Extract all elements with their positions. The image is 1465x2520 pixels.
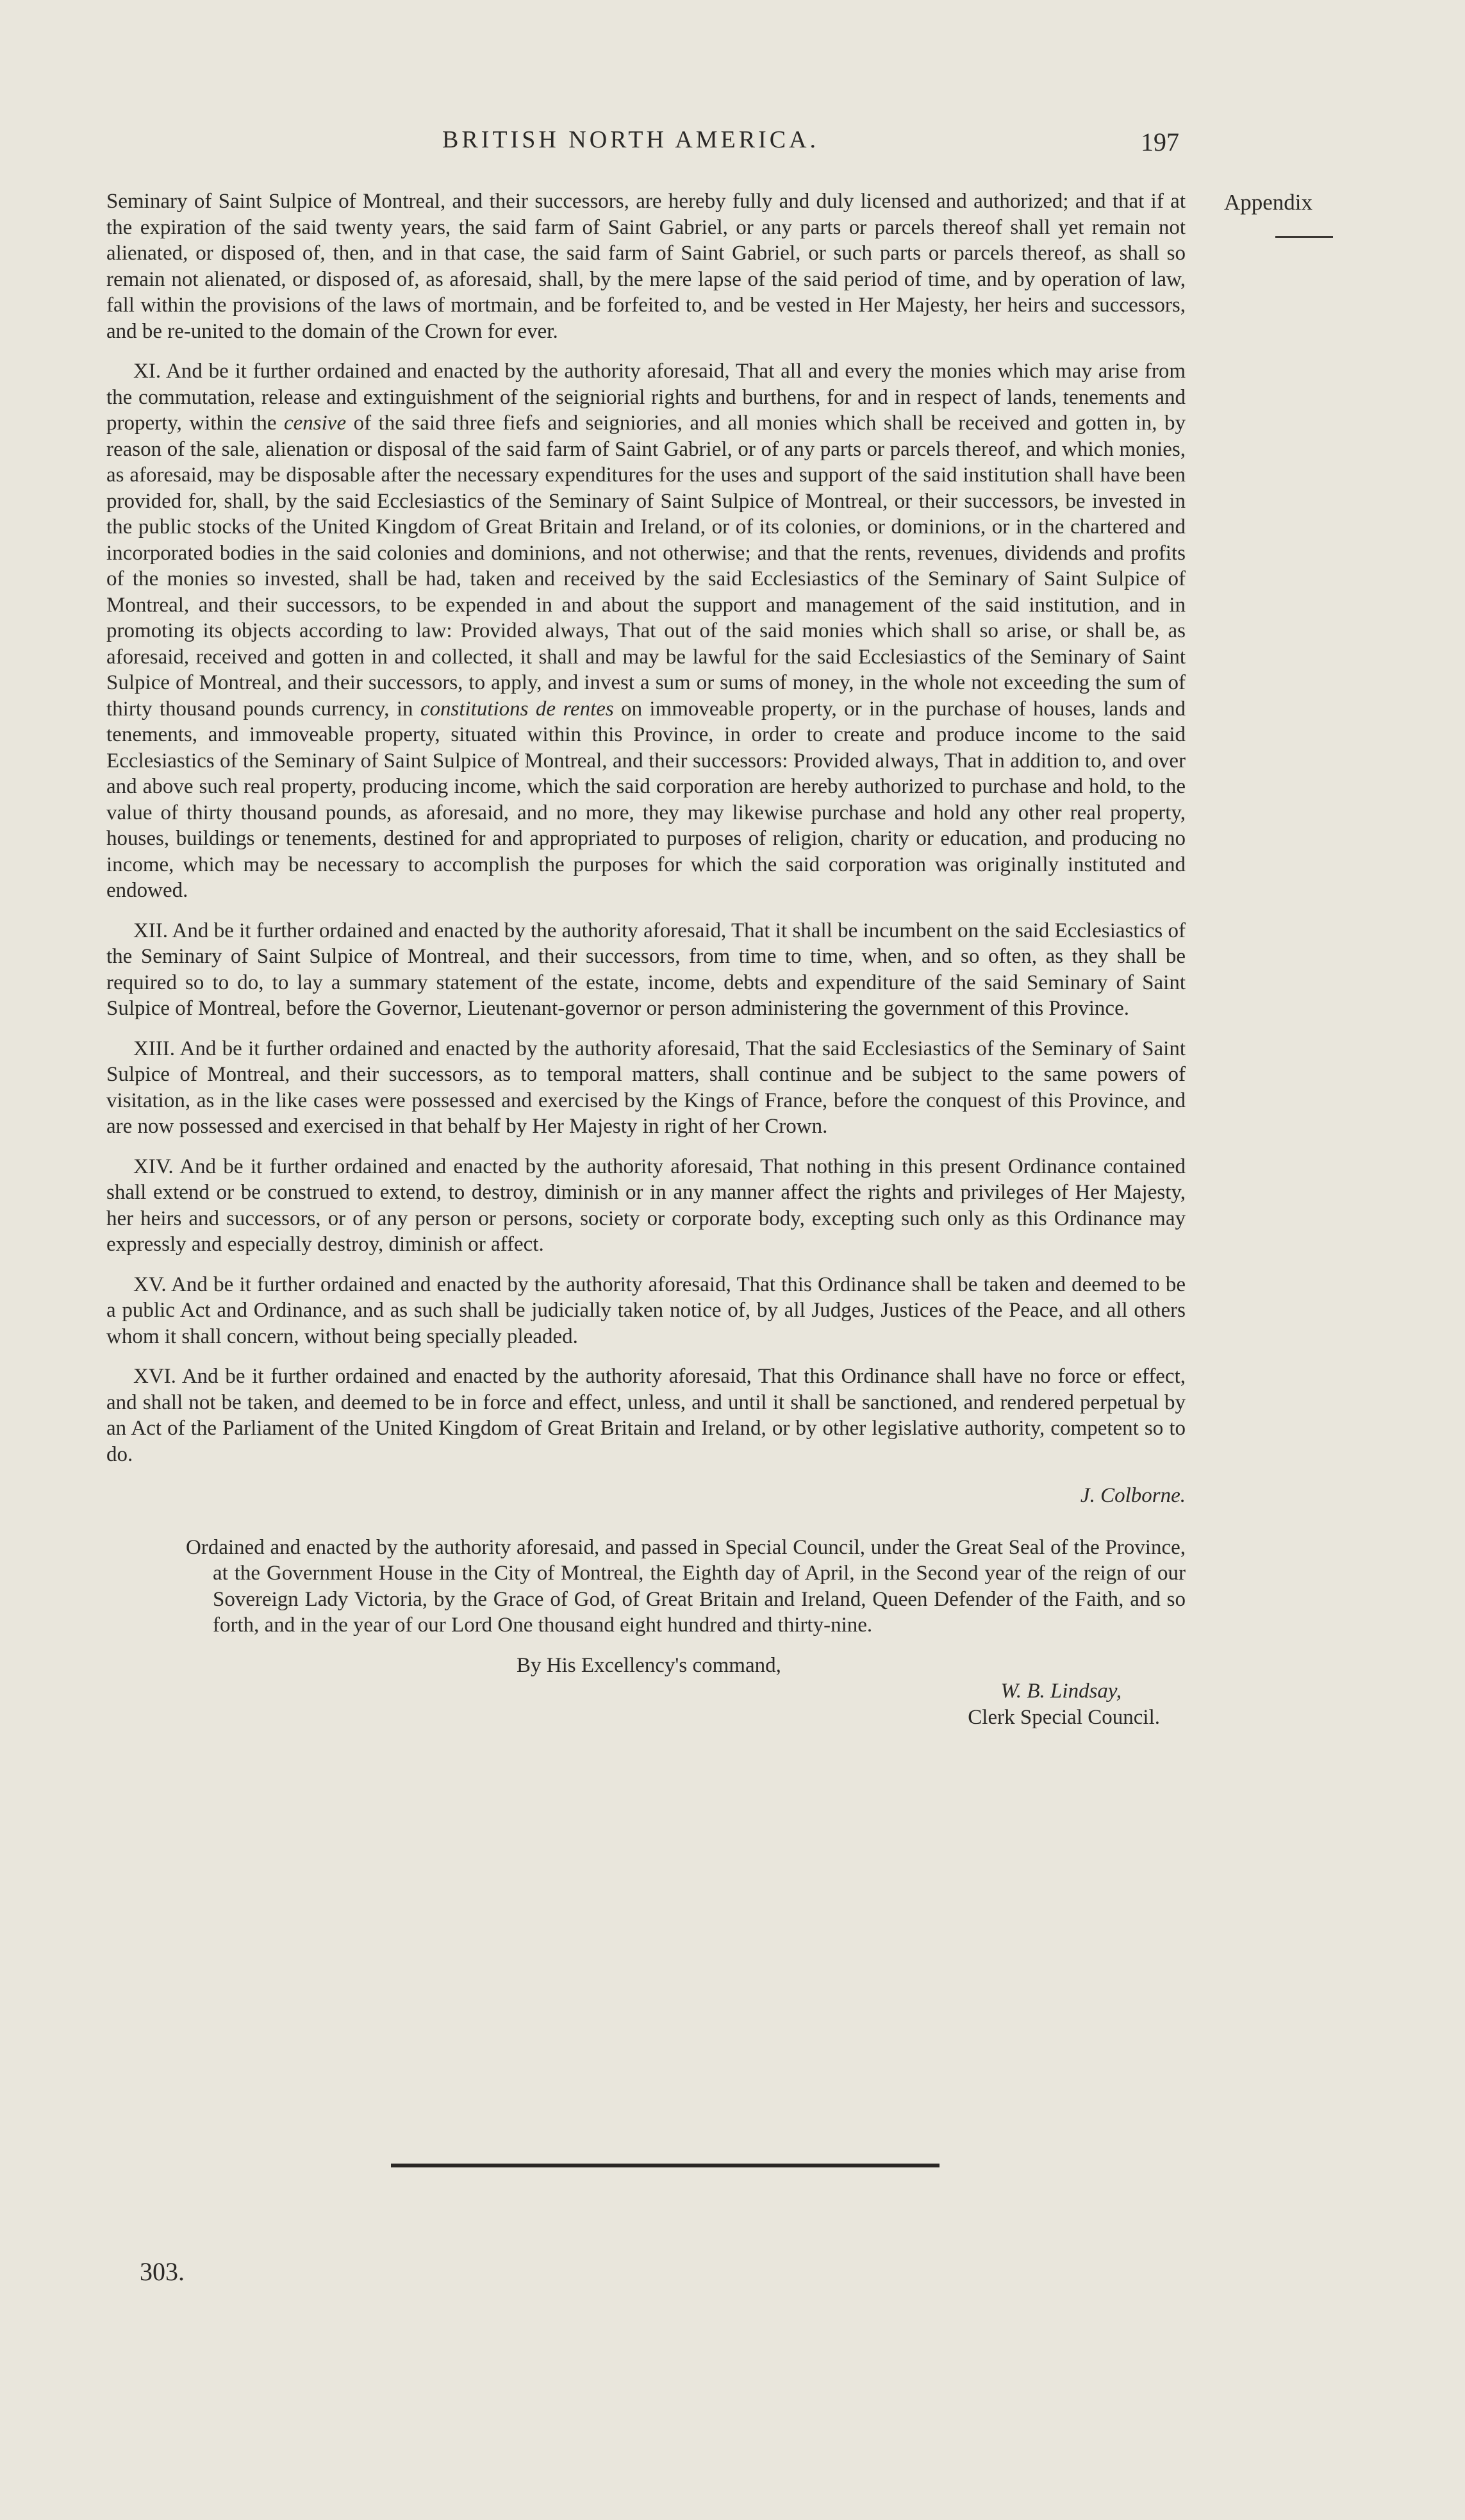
section-xiv: XIV. And be it further ordained and enacted by the authority aforesaid, That nothing in this present Ordinance contained shall extend or be construed to extend, to destroy, diminish or in any manner affect the rights and privileges of Her Majesty, her heirs and successors, or of any person or persons, society or corporate body, excepting such only as this Ordinance may expressly and especially destroy, diminish or affect. bbox=[106, 1155, 1186, 1256]
section-xi-part-c: on immoveable property, or in the purchase of houses, lands and tenements, and immoveable property, situated within this Province, in order to create and produce income to the said Ecclesiastics of the Seminary of Saint Sulpice of Montreal, and their successors: Provided always, That in addition to, and over and above such real property, producing income, which the said corporation are hereby authorized to purchase and hold, to the value of thirty thousand pounds, as aforesaid, and no more, they may likewise purchase and hold any other real property, houses, buildings or tenements, destined for and appropriated to purposes of religion, charity or education, and producing no income, which may be necessary to accomplish the purposes for which the said corporation was originally instituted and endowed. bbox=[106, 697, 1186, 902]
term-censive: censive bbox=[284, 412, 347, 435]
council-enactment: Ordained and enacted by the authority aforesaid, and passed in Special Council, under the Great Seal of the Province, at the Government House in the City of Montreal, the Eighth day of April, in the Second year of the reign of our Sovereign Lady Victoria, by the Grace of God, of Great Britain and Ireland, Queen Defender of the Faith, and so forth, and in the year of our Lord One thousand eight hundred and thirty-nine. bbox=[186, 1535, 1186, 1637]
clerk-name: W. B. Lindsay, bbox=[1000, 1680, 1122, 1703]
clerk-signature-block bbox=[106, 1678, 1186, 1730]
margin-note-appendix: Appendix bbox=[1224, 190, 1313, 215]
margin-rule bbox=[1275, 236, 1333, 238]
section-xv: XV. And be it further ordained and enacted by the authority aforesaid, That this Ordinance shall be taken and deemed to be a public Act and Ordinance, and as such shall be judicially taken notice of, by all Judges, Justices of the Peace, and all others whom it shall concern, without being specially pleaded. bbox=[106, 1273, 1186, 1348]
section-xi bbox=[106, 358, 1186, 904]
page-number: 197 bbox=[1141, 128, 1179, 156]
term-constitutions-de-rentes: constitutions de rentes bbox=[420, 697, 614, 721]
section-xiii: XIII. And be it further ordained and enacted by the authority aforesaid, That the said Ecclesiastics of the Seminary of Saint Sulpice of Montreal, and their successors, as to temporal matters, shall continue and be subject to the same powers of visitation, as in the like cases were possessed and exercised by the Kings of France, before the conquest of this Province, and are now possessed and exercised in that behalf by Her Majesty in right of her Crown. bbox=[106, 1037, 1186, 1138]
sheet-number: 303. bbox=[140, 2257, 185, 2286]
section-xi-part-b: of the said three fiefs and seigniories, and all monies which shall be received and gotten in, by reason of the sale, alienation or disposal of the said farm of Saint Gabriel, or of any parts or parcels thereof, and which monies, as aforesaid, may be disposable after the necessary expenditures for the uses and support of the said institution shall have been provided for, shall, by the said Ecclesiastics of the Seminary of Saint Sulpice of Montreal, or their successors, be invested in the public stocks of the United Kingdom of Great Britain and Ireland, or of its colonies, or dominions, or in the chartered and incorporated bodies in the said colonies and dominions, and not otherwise; and that the rents, revenues, dividends and profits of the monies so invested, shall be had, taken and received by the said Ecclesiastics of the Seminary of Saint Sulpice of Montreal, and their successors, to be expended in and about the support and management of the said institution, and in promoting its objects according to law: Provided always, That out of the said monies which shall so arise, or shall be, as aforesaid, received and gotten in and collected, it shall and may be lawful for the said Ecclesiastics of the Seminary of Saint Sulpice of Montreal, and their successors, to apply, and invest a sum or sums of money, in the whole not exceeding the sum of thirty thousand pounds currency, in bbox=[106, 412, 1186, 721]
clerk-title: Clerk Special Council. bbox=[968, 1705, 1160, 1729]
closing-rule bbox=[391, 2164, 939, 2167]
section-xi-part-a: XI. And be it further ordained and enacted by the authority aforesaid, That all and every the monies which may arise from the commutation, release and extinguishment of the seigniorial rights and burthens, for and in respect of lands, tenements and property, within the bbox=[106, 360, 1186, 435]
running-head: BRITISH NORTH AMERICA. bbox=[442, 126, 820, 153]
governor-signature: J. Colborne. bbox=[1080, 1484, 1186, 1507]
body-text bbox=[106, 188, 1186, 1730]
section-xii: XII. And be it further ordained and enacted by the authority aforesaid, That it shall be incumbent on the said Ecclesiastics of the Seminary of Saint Sulpice of Montreal, and their successors, from time to time, when, and so often, as they shall be required so to do, to lay a summary statement of the estate, income, debts and expenditure of the said Seminary of Saint Sulpice of Montreal, before the Governor, Lieutenant-governor or person administering the government of this Province. bbox=[106, 919, 1186, 1020]
section-xvi: XVI. And be it further ordained and enacted by the authority aforesaid, That this Ordinance shall have no force or effect, and shall not be taken, and deemed to be in force and effect, unless, and until it shall be sanctioned, and rendered perpetual by an Act of the Parliament of the United Kingdom of Great Britain and Ireland, or by other legislative authority, competent so to do. bbox=[106, 1365, 1186, 1466]
paragraph-continued: Seminary of Saint Sulpice of Montreal, and their successors, are hereby fully and duly licensed and authorized; and that if at the expiration of the said twenty years, the said farm of Saint Gabriel, or any parts or parcels thereof shall yet remain not alienated, or disposed of, then, and in that case, the said farm of Saint Gabriel, or such parts or parcels thereof, as shall so remain not alienated, or disposed of, as aforesaid, shall, by the mere lapse of the said period of time, and by operation of law, fall within the provisions of the laws of mortmain, and be forfeited to, and be vested in Her Majesty, her heirs and successors, and be re-united to the domain of the Crown for ever. bbox=[106, 190, 1186, 343]
command-line: By His Excellency's command, bbox=[517, 1653, 781, 1677]
